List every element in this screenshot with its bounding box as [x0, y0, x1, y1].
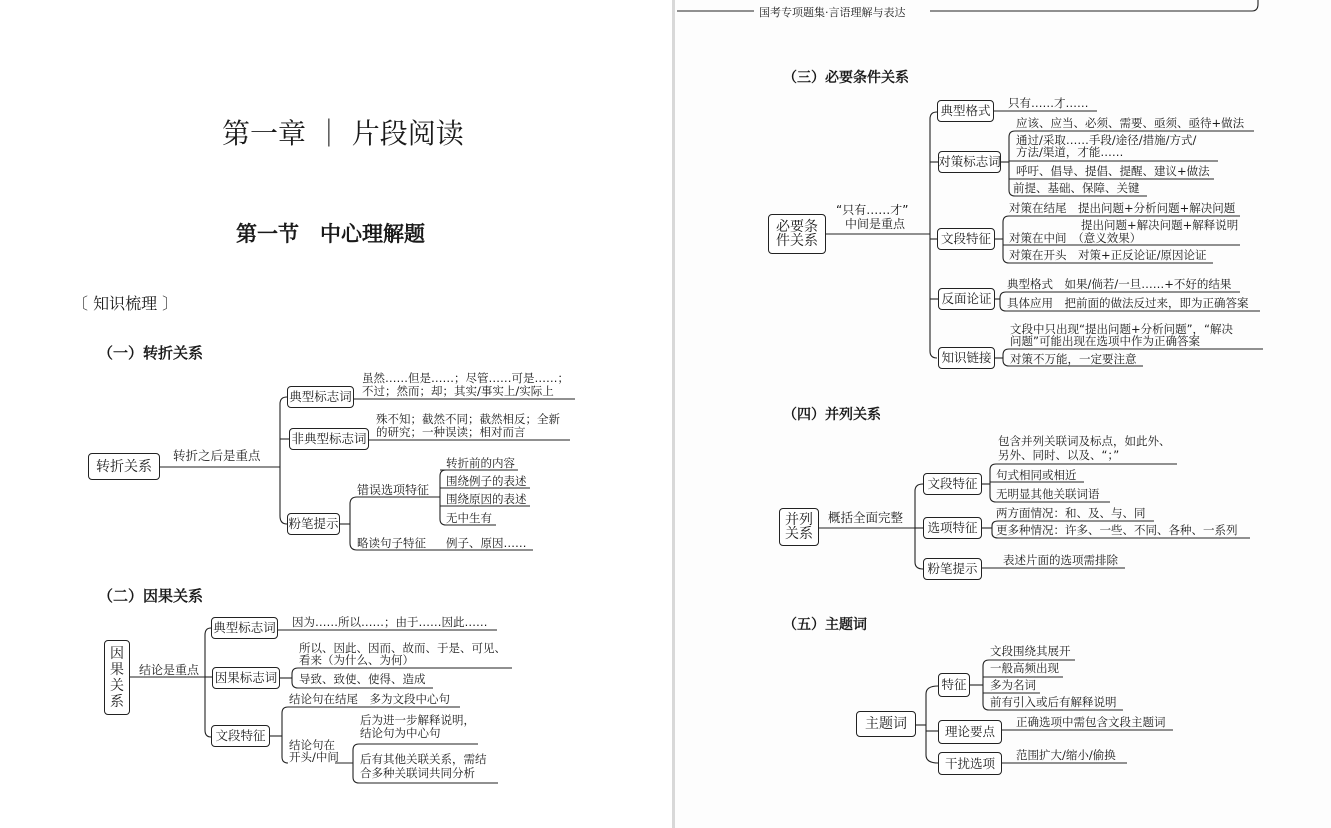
text-line: 的研究；一种误读；相对而言: [376, 425, 526, 439]
list-item: 多为名词: [990, 678, 1036, 692]
root-line: 必要条: [776, 219, 818, 235]
root-note: 转折之后是重点: [173, 448, 261, 463]
text-line: 开头/中间: [289, 750, 339, 764]
heading-parallel-relation: （四）并列关系: [783, 407, 881, 423]
node-tips: 粉笔提示: [287, 513, 340, 535]
text-line: 呼吁、倡导、提倡、提醒、建议+做法: [1016, 164, 1210, 178]
list-item: 一般高频出现: [990, 661, 1059, 675]
text-line: 范围扩大/缩小/偷换: [1016, 748, 1116, 762]
text-line: 通过/采取……手段/途径/措施/方式/: [1016, 133, 1197, 147]
text-line: 应该、应当、必须、需要、亟须、亟待+做法: [1016, 116, 1245, 130]
root-node-theme: 主题词: [856, 711, 916, 737]
text-line: 对策在中间 （意义效果）: [1009, 231, 1142, 245]
connector: [926, 686, 938, 763]
root-node-parallel: [779, 508, 819, 546]
root-note: “只有……才”: [836, 203, 909, 217]
text-line: 无明显其他关联词语: [996, 487, 1100, 501]
root-node-necessary: [768, 214, 826, 254]
text-line: 后有其他关联关系，需结: [360, 752, 487, 766]
text-line: 结论句在结尾 多为文段中心句: [289, 692, 450, 706]
node-paragraph-features: 文段特征: [923, 473, 982, 495]
list-item: 围绕原因的表述: [446, 492, 527, 506]
node-typical-markers: 典型标志词: [287, 386, 354, 408]
text-line: 只有……才……: [1008, 96, 1089, 110]
text-line: 后为进一步解释说明，: [360, 713, 475, 727]
text-line: 表述片面的选项需排除: [1003, 553, 1118, 567]
text-line: 正确选项中需包含文段主题词: [1016, 715, 1166, 729]
connector: [350, 497, 357, 550]
node-tips: 粉笔提示: [923, 558, 982, 580]
text-line: 看来（为什么、为何）: [299, 653, 414, 667]
heading-necessary-condition: （三）必要条件关系: [783, 70, 909, 86]
text-line: 文段中只出现“提出问题+分析问题”，“解决: [1010, 322, 1234, 336]
text-line: 不过；然而；却；其实/事实上/实际上: [362, 384, 554, 398]
list-item: 文段围绕其展开: [990, 644, 1071, 658]
text-line: 更多种情况：许多、一些、不同、各种、一系列: [996, 523, 1238, 537]
text-line: 提出问题+解决问题+解释说明: [1081, 218, 1239, 232]
node-countermeasure-markers: 对策标志词: [938, 151, 1001, 173]
root-line: 并列: [785, 512, 813, 528]
heading-theme-word: （五）主题词: [783, 617, 867, 633]
list-item: 无中生有: [446, 511, 492, 525]
list-item: 围绕例子的表述: [446, 474, 527, 488]
connector: [930, 112, 937, 358]
connector: [205, 628, 211, 737]
text-line: 结论句为中心句: [360, 726, 441, 740]
running-header: 国考专项题集·言语理解与表达: [759, 6, 906, 19]
text-line: 合多种关联词共同分析: [360, 766, 475, 780]
root-node-turning: 转折关系: [88, 453, 160, 480]
node-atypical-markers: 非典型标志词: [289, 428, 369, 450]
node-paragraph-features: 文段特征: [211, 725, 270, 747]
text-line: 对策在开头 对策+正反论证/原因论证: [1009, 248, 1207, 262]
text-line: 导致、致使、使得、造成: [299, 672, 426, 686]
text-line: 另外、同时、以及、“；”: [998, 448, 1120, 462]
heading-turning-relation: （一）转折关系: [98, 344, 204, 362]
overview-label: 〔 知识梳理 〕: [72, 294, 179, 313]
text-line: 包含并列关联词及标点，如此外、: [998, 434, 1171, 448]
root-note: 中间是重点: [845, 217, 906, 231]
text-line: 对策在结尾 提出问题+分析问题+解决问题: [1009, 201, 1236, 215]
root-note: 概括全面完整: [828, 510, 904, 525]
section-title: 第一节 中心理解题: [236, 222, 425, 246]
node-knowledge-link: 知识链接: [938, 347, 995, 369]
text-line: 所以、因此、因而、故而、于是、可见、: [299, 641, 506, 655]
text-line: 句式相同或相近: [996, 468, 1077, 482]
header-rule-right: [930, 0, 1258, 11]
list-item: 前有引入或后有解释说明: [990, 695, 1117, 709]
node-option-features: 选项特征: [923, 517, 982, 539]
root-note: 结论是重点: [139, 663, 200, 677]
root-node-causal: 因果关系: [104, 640, 130, 715]
root-line: 关系: [785, 526, 813, 542]
text-line: 问题”可能出现在选项中作为正确答案: [1010, 334, 1200, 348]
text-line: 因为……所以……；由于……因此……: [292, 615, 488, 629]
node-typical-markers: 典型标志词: [211, 617, 278, 639]
text-line: 结论句在: [289, 738, 335, 752]
node-typical-format: 典型格式: [937, 100, 994, 122]
list-item: 转折前的内容: [446, 456, 515, 470]
text-line: 虽然……但是……；尽管……可是……；: [362, 371, 569, 385]
text-line: 方法/渠道，才能……: [1016, 145, 1124, 159]
wrong-option-label: 错误选项特征: [357, 483, 430, 497]
connector: [280, 397, 287, 524]
text-line: 典型格式 如果/倘若/一旦……+不好的结果: [1007, 277, 1232, 291]
node-causal-markers: 因果标志词: [212, 667, 280, 689]
text-line: 殊不知；截然不同；截然相反；全新: [376, 412, 560, 426]
skim-label: 略读句子特征: [357, 536, 426, 550]
connector: [915, 484, 923, 569]
text-line: 两方面情况：和、及、与、同: [996, 506, 1146, 520]
node-paragraph-features: 文段特征: [937, 228, 995, 250]
node-counter-argument: 反面论证: [938, 288, 995, 310]
root-line: 件关系: [776, 233, 818, 249]
text-line: 对策不万能，一定要注意: [1010, 352, 1137, 366]
text-line: 前提、基础、保障、关键: [1013, 181, 1140, 195]
node-theory-points: 理论要点: [938, 720, 1002, 744]
node-features: 特征: [938, 673, 970, 697]
heading-causal-relation: （二）因果关系: [98, 587, 204, 605]
text-line: 具体应用 把前面的做法反过来，即为正确答案: [1007, 296, 1249, 310]
chapter-title: 第一章 ｜ 片段阅读: [222, 117, 464, 150]
skim-value: 例子、原因……: [446, 536, 527, 550]
node-distractor-options: 干扰选项: [938, 752, 1002, 775]
